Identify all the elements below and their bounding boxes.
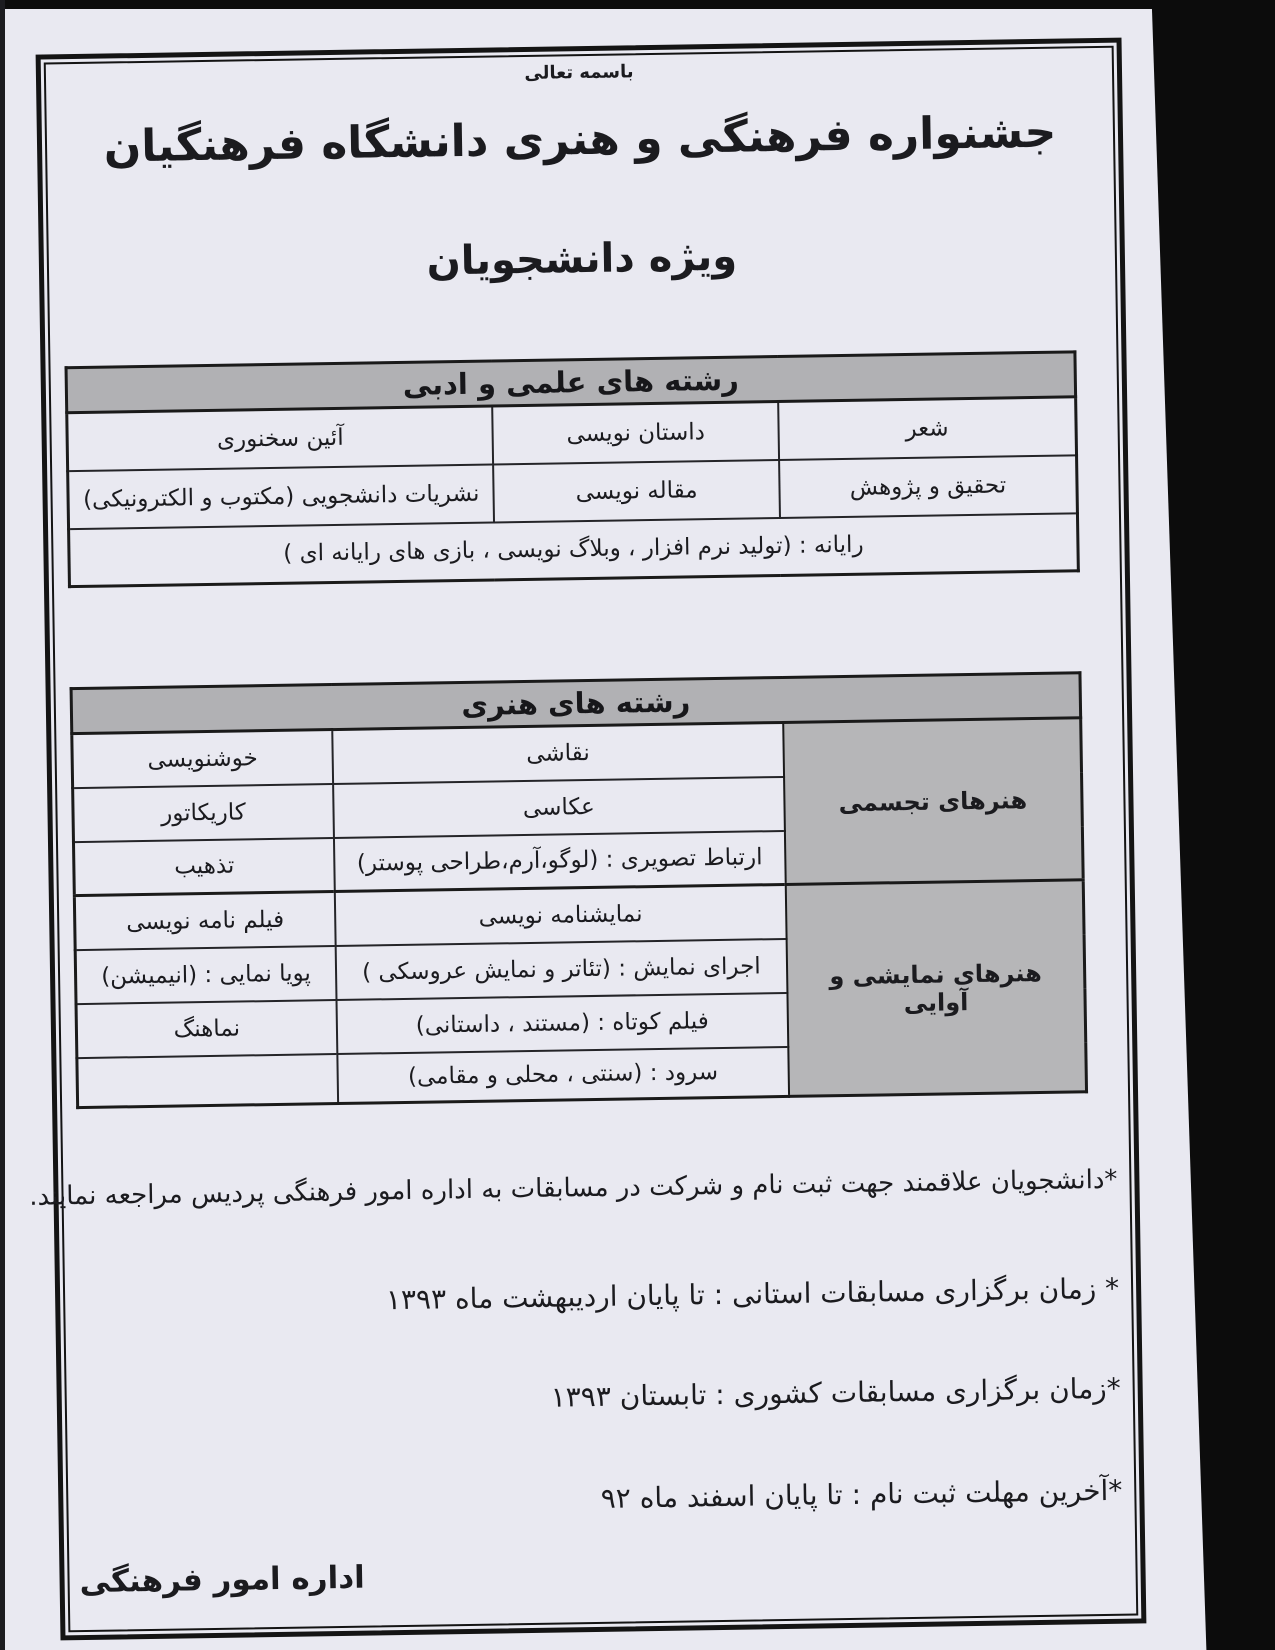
table-cell-story-writing: داستان نویسی (492, 402, 778, 464)
note-registration: *دانشجویان علاقمند جهت ثبت نام و شرکت در مسابقات به اداره امور فرهنگی پردیس مراجعه نمایند. (28, 1164, 1118, 1212)
table-cell-computer: رایانه : (تولید نرم افزار ، وبلاگ نویسی ، بازی های رایانه ای ) (69, 513, 1079, 587)
page-content (28, 48, 1136, 1631)
table-cell-calligraphy: خوشنویسی (72, 730, 333, 788)
table-cell-photography: عکاسی (333, 776, 785, 837)
page-title: جشنواره فرهنگی و هنری دانشگاه فرهنگیان (103, 106, 1057, 173)
table-cell-student-publications: نشریات دانشجویی (مکتوب و الکترونیکی) (68, 464, 495, 529)
table-cell-painting: نقاشی (332, 722, 784, 783)
scan-edge-right (1151, 0, 1275, 1650)
scan-edge-top (0, 0, 1275, 9)
scan-edge-left (0, 0, 5, 1650)
table-cell-playwriting: نمایشنامه نویسی (335, 884, 787, 945)
note-national-schedule: *زمان برگزاری مسابقات کشوری : تابستان ۱۳۹۳ (550, 1371, 1121, 1414)
table-cell-music-video: نماهنگ (76, 1000, 337, 1058)
table-cell-choral-song: سرود : (سنتی ، محلی و مقامی) (337, 1046, 789, 1103)
printed-page (28, 38, 1147, 1641)
science-table-title: رشته های علمی و ادبی (66, 352, 1076, 413)
bismillah-text: باسمه تعالی (524, 61, 634, 84)
note-registration-deadline: *آخرین مهلت ثبت نام : تا پایان اسفند ماه ۹۲ (600, 1473, 1123, 1515)
page-border-frame (28, 38, 1147, 1641)
page-subtitle: ویژه دانشجویان (426, 233, 738, 285)
table-cell-oratory: آئین سخنوری (67, 406, 494, 471)
table-cell-gilding: تذهیب (73, 838, 334, 896)
table-cell-screenwriting: فیلم نامه نویسی (74, 892, 335, 950)
table-cell-empty (77, 1054, 338, 1108)
arts-table-title: رشته های هنری (71, 673, 1081, 734)
table-cell-short-film: فیلم کوتاه : (مستند ، داستانی) (336, 992, 788, 1053)
table-cell-visual-communication: ارتباط تصویری : (لوگو،آرم،طراحی پوستر) (334, 830, 786, 891)
category-cell-performing-vocal-arts: هنرهای نمایشی و آوایی (786, 880, 1087, 1097)
table-cell-caricature: کاریکاتور (73, 784, 334, 842)
table-cell-poetry: شعر (778, 397, 1077, 460)
note-provincial-schedule: * زمان برگزاری مسابقات استانی : تا پایان اردیبهشت ماه ۱۳۹۳ (385, 1271, 1120, 1317)
table-cell-research: تحقیق و پژوهش (779, 455, 1078, 518)
science-literary-fields-table (65, 350, 1080, 588)
artistic-fields-table (70, 671, 1089, 1109)
table-cell-animation: پویا نمایی : (انیمیشن) (75, 946, 336, 1004)
category-cell-visual-arts: هنرهای تجسمی (783, 718, 1083, 885)
table-cell-theater-performance: اجرای نمایش : (تئاتر و نمایش عروسکی ) (335, 938, 787, 999)
footer-signature: اداره امور فرهنگی (79, 1559, 365, 1601)
table-cell-article-writing: مقاله نویسی (493, 460, 779, 522)
